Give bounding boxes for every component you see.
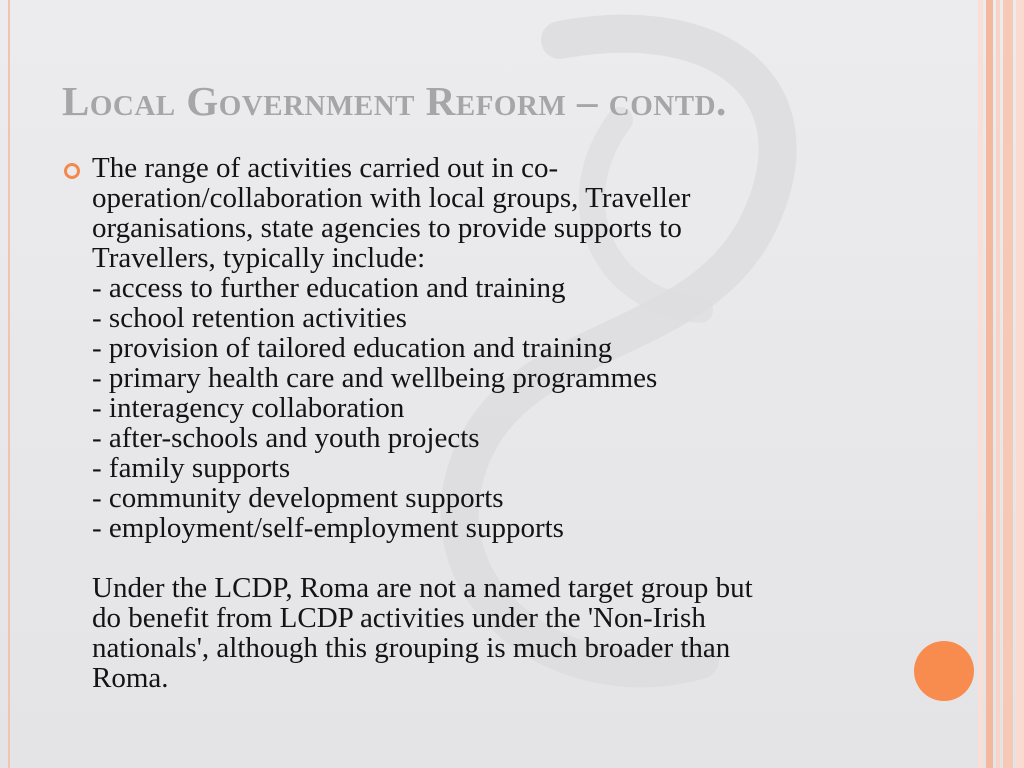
activity-item: - access to further education and training [92,272,566,304]
activity-item: - primary health care and wellbeing programmes [92,362,658,394]
intro-line: organisations, state agencies to provide supports to [92,212,682,244]
slide-body [92,153,942,693]
closing-line: do benefit from LCDP activities under the 'Non-Irish [92,602,706,634]
closing-line: nationals', although this grouping is much broader than [92,632,731,664]
paragraph-gap [92,543,942,573]
activity-item: - community development supports [92,482,504,514]
left-border-line [8,0,10,768]
activity-item: - school retention activities [92,302,407,334]
slide-title: Local Government Reform – contd. [62,78,727,124]
closing-line: Under the LCDP, Roma are not a named target group but [92,572,753,604]
orange-circle-icon [914,641,974,701]
intro-paragraph [92,153,942,273]
activity-item: - provision of tailored education and training [92,332,613,364]
right-decorative-stripes [978,0,1024,768]
intro-line: Travellers, typically include: [92,242,426,274]
activity-list [92,273,942,543]
closing-paragraph [92,573,942,693]
ring-bullet-icon [64,163,80,179]
intro-line: operation/collaboration with local groups, Traveller [92,182,691,214]
activity-item: - employment/self-employment supports [92,512,564,544]
closing-line: Roma. [92,662,169,694]
intro-line: The range of activities carried out in co- [92,152,559,184]
activity-item: - interagency collaboration [92,392,405,424]
activity-item: - family supports [92,452,291,484]
activity-item: - after-schools and youth projects [92,422,480,454]
